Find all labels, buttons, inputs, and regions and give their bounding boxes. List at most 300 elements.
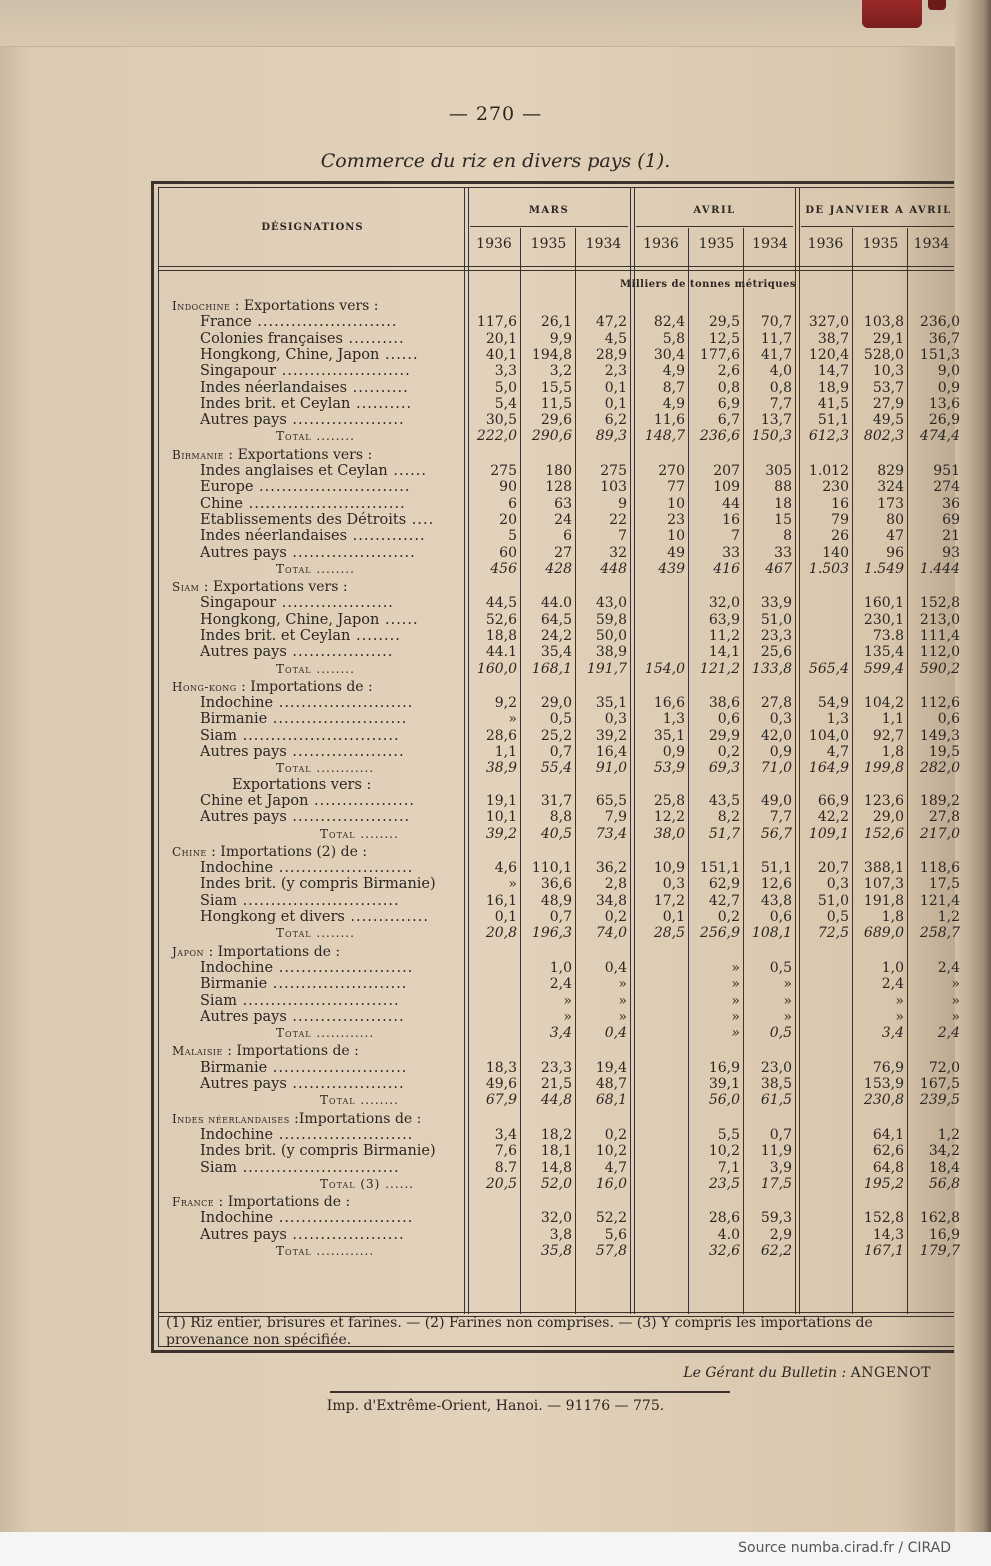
total-label xyxy=(320,1176,414,1192)
leader-dots: .................... xyxy=(286,1009,405,1025)
cell-value: 1,8 xyxy=(881,909,904,925)
cell-value: 167,5 xyxy=(919,1076,960,1092)
cell-value: 196,3 xyxy=(531,925,572,941)
section-heading xyxy=(172,679,373,695)
cell-value: 2,4 xyxy=(937,960,960,976)
cell-value: 32 xyxy=(609,545,627,561)
row-label xyxy=(200,314,398,330)
cell-value: 33 xyxy=(774,545,792,561)
cell-value: 16,9 xyxy=(928,1227,960,1243)
cell-value: 0,5 xyxy=(769,960,792,976)
cell-value: 3,4 xyxy=(494,1127,517,1143)
row-label xyxy=(200,644,393,660)
group-header-mars: MARS xyxy=(528,205,570,216)
cell-value: 135,4 xyxy=(863,644,904,660)
cell-value: 108,1 xyxy=(751,925,792,941)
cell-value: 91,0 xyxy=(595,760,627,776)
cell-value: » xyxy=(951,993,960,1009)
cell-value: » xyxy=(951,1009,960,1025)
section-heading xyxy=(172,1111,421,1127)
cell-value: 73.8 xyxy=(872,628,904,644)
section-heading xyxy=(172,447,372,463)
cell-value: 29,5 xyxy=(708,314,740,330)
row-label-text: Autres pays xyxy=(200,1076,287,1092)
cell-value: 39,2 xyxy=(485,826,517,842)
cell-value: 0,8 xyxy=(717,380,740,396)
cell-value: 5 xyxy=(508,528,517,544)
leader-dots: ............ xyxy=(311,1026,375,1040)
cell-value: 14,3 xyxy=(872,1227,904,1243)
cell-value: 20,5 xyxy=(485,1176,517,1192)
country-name: Chine xyxy=(172,845,207,859)
column-divider xyxy=(852,228,853,1314)
cell-value: 802,3 xyxy=(863,428,904,444)
leader-dots: ......................... xyxy=(251,314,398,330)
cell-value: 0,2 xyxy=(604,909,627,925)
cell-value: 41,7 xyxy=(760,347,792,363)
leader-dots: ........................ xyxy=(273,1210,414,1226)
cell-value: 4,7 xyxy=(826,744,849,760)
cell-value: » xyxy=(895,1009,904,1025)
cell-value: 0,2 xyxy=(717,744,740,760)
cell-value: 7,6 xyxy=(494,1143,517,1159)
row-label-text: Autres pays xyxy=(200,809,287,825)
row-label-text: Autres pays xyxy=(200,545,287,561)
cell-value: 20,7 xyxy=(817,860,849,876)
row-label xyxy=(200,545,416,561)
cell-value: 1.549 xyxy=(863,561,904,577)
cell-value: 207 xyxy=(713,463,740,479)
cell-value: 104,0 xyxy=(808,728,849,744)
header-bottom-rule xyxy=(158,266,954,271)
cell-value: 19,5 xyxy=(928,744,960,760)
cell-value: 92,7 xyxy=(872,728,904,744)
cell-value: 167,1 xyxy=(863,1243,904,1259)
row-label xyxy=(200,960,413,976)
row-label-text: Birmanie xyxy=(200,711,268,727)
cell-value: 152,8 xyxy=(863,1210,904,1226)
cell-value: 2,4 xyxy=(937,1025,960,1041)
cell-value: 49,6 xyxy=(485,1076,517,1092)
leader-dots: ........ xyxy=(355,1093,399,1107)
cell-value: 35,8 xyxy=(540,1243,572,1259)
cell-value: 0,2 xyxy=(717,909,740,925)
cell-value: » xyxy=(783,976,792,992)
cell-value: 222,0 xyxy=(476,428,517,444)
cell-value: 11,9 xyxy=(760,1143,792,1159)
cell-value: » xyxy=(951,976,960,992)
leader-dots: ........ xyxy=(311,562,355,576)
cell-value: 829 xyxy=(877,463,904,479)
cell-value: 565,4 xyxy=(808,661,849,677)
row-label xyxy=(200,463,427,479)
row-label-text: Autres pays xyxy=(200,1227,287,1243)
unit-label: Milliers de tonnes métriques xyxy=(620,279,797,290)
cell-value: 38,7 xyxy=(817,331,849,347)
cell-value: 230 xyxy=(822,479,849,495)
row-label-text: Total xyxy=(276,662,312,676)
signature xyxy=(683,1365,931,1381)
cell-value: 189,2 xyxy=(919,793,960,809)
cell-value: 30,5 xyxy=(485,412,517,428)
cell-value: 1,0 xyxy=(549,960,572,976)
cell-value: 64,8 xyxy=(872,1160,904,1176)
cell-value: 55,4 xyxy=(540,760,572,776)
cell-value: 18,9 xyxy=(817,380,849,396)
cell-value: 152,8 xyxy=(919,595,960,611)
cell-value: 68,1 xyxy=(595,1092,627,1108)
cell-value: 2,4 xyxy=(881,976,904,992)
cell-value: 24 xyxy=(554,512,572,528)
leader-dots: ........................ xyxy=(273,695,414,711)
cell-value: 109,1 xyxy=(808,826,849,842)
cell-value: 22 xyxy=(609,512,627,528)
cell-value: 67,9 xyxy=(485,1092,517,1108)
leader-dots: ........................ xyxy=(273,960,414,976)
country-name: France xyxy=(172,1195,215,1209)
cell-value: 51,1 xyxy=(760,860,792,876)
cell-value: 11,7 xyxy=(760,331,792,347)
cell-value: 274 xyxy=(933,479,960,495)
leader-dots: ........................ xyxy=(273,860,414,876)
row-label-text: Singapour xyxy=(200,363,277,379)
cell-value: 74,0 xyxy=(595,925,627,941)
cell-value: 5,8 xyxy=(662,331,685,347)
cell-value: 64,5 xyxy=(540,612,572,628)
row-label-text: Hongkong et divers xyxy=(200,909,345,925)
leader-dots: ...... xyxy=(380,1177,415,1191)
row-label xyxy=(200,1060,407,1076)
cell-value: 0,3 xyxy=(769,711,792,727)
row-label xyxy=(200,1076,405,1092)
cell-value: 23,0 xyxy=(760,1060,792,1076)
cell-value: 6,2 xyxy=(604,412,627,428)
cell-value: 96 xyxy=(886,545,904,561)
cell-value: 72,0 xyxy=(928,1060,960,1076)
cell-value: 40,1 xyxy=(485,347,517,363)
cell-value: 230,8 xyxy=(863,1092,904,1108)
cell-value: 35,4 xyxy=(540,644,572,660)
cell-value: 0,1 xyxy=(604,396,627,412)
cell-value: 11,6 xyxy=(653,412,685,428)
cell-value: 62,2 xyxy=(760,1243,792,1259)
page-number: — 270 — xyxy=(448,103,543,125)
cell-value: 18,3 xyxy=(485,1060,517,1076)
cell-value: 80 xyxy=(886,512,904,528)
section-heading-text: : Exportations vers : xyxy=(230,298,379,314)
total-label xyxy=(276,760,374,776)
cell-value: 2,9 xyxy=(769,1227,792,1243)
cell-value: 7,7 xyxy=(769,396,792,412)
cell-value: 32,0 xyxy=(708,595,740,611)
row-label xyxy=(200,711,407,727)
cell-value: 25,8 xyxy=(653,793,685,809)
row-label xyxy=(200,993,400,1009)
row-label-text: Total (3) xyxy=(320,1177,381,1191)
cell-value: 153,9 xyxy=(863,1076,904,1092)
row-label xyxy=(200,876,436,892)
cell-value: » xyxy=(731,976,740,992)
total-label xyxy=(276,561,355,577)
cell-value: 194,8 xyxy=(531,347,572,363)
group-header-avril: AVRIL xyxy=(693,205,736,216)
cell-value: 93 xyxy=(942,545,960,561)
cell-value: 10,3 xyxy=(872,363,904,379)
cell-value: 275 xyxy=(490,463,517,479)
cell-value: 20,8 xyxy=(485,925,517,941)
row-label xyxy=(200,512,434,528)
leader-dots: ..................... xyxy=(286,809,411,825)
leader-dots: .................... xyxy=(286,1227,405,1243)
cell-value: 27,8 xyxy=(760,695,792,711)
cell-value: 121,4 xyxy=(919,893,960,909)
cell-value: 256,9 xyxy=(699,925,740,941)
section-heading-text: : Importations de : xyxy=(222,1043,359,1059)
cell-value: 27,8 xyxy=(928,809,960,825)
row-label-text: Indochine xyxy=(200,860,274,876)
cell-value: 18,8 xyxy=(485,628,517,644)
cell-value: 62,6 xyxy=(872,1143,904,1159)
cell-value: 0,3 xyxy=(826,876,849,892)
cell-value: 120,4 xyxy=(808,347,849,363)
cell-value: 528,0 xyxy=(863,347,904,363)
row-label xyxy=(200,1009,405,1025)
cell-value: 26,1 xyxy=(540,314,572,330)
cell-value: 90 xyxy=(499,479,517,495)
cell-value: » xyxy=(618,1009,627,1025)
row-label-text: Indes néerlandaises xyxy=(200,528,348,544)
row-label xyxy=(200,1143,436,1159)
leader-dots: ........ xyxy=(355,827,399,841)
cell-value: 18,4 xyxy=(928,1160,960,1176)
country-name: Hong-kong xyxy=(172,680,237,694)
cell-value: 43,8 xyxy=(760,893,792,909)
cell-value: » xyxy=(731,960,740,976)
column-divider xyxy=(688,228,689,1314)
printer-line: Imp. d'Extrême-Orient, Hanoi. — 91176 — 775. xyxy=(326,1398,665,1414)
leader-dots: .................... xyxy=(286,1076,405,1092)
row-label-text: Hongkong, Chine, Japon xyxy=(200,612,380,628)
cell-value: 0,7 xyxy=(769,1127,792,1143)
row-label-text: Siam xyxy=(200,1160,237,1176)
cell-value: 327,0 xyxy=(808,314,849,330)
row-label-text: Indes néerlandaises xyxy=(200,380,348,396)
cell-value: 76,9 xyxy=(872,1060,904,1076)
designations-header: DÉSIGNATIONS xyxy=(261,222,364,233)
row-label xyxy=(200,479,411,495)
book-top-edge xyxy=(0,0,991,47)
leader-dots: ........................ xyxy=(267,976,408,992)
source-credit: Source numba.cirad.fr / CIRAD xyxy=(738,1540,951,1556)
cell-value: 689,0 xyxy=(863,925,904,941)
column-divider xyxy=(575,228,576,1314)
cell-value: 44 xyxy=(722,496,740,512)
cell-value: 43,5 xyxy=(708,793,740,809)
cell-value: 47,2 xyxy=(595,314,627,330)
cell-value: 62,9 xyxy=(708,876,740,892)
row-label-text: Birmanie xyxy=(200,1060,268,1076)
cell-value: 2,4 xyxy=(549,976,572,992)
cell-value: 1,1 xyxy=(494,744,517,760)
cell-value: 168,1 xyxy=(531,661,572,677)
cell-value: 47 xyxy=(886,528,904,544)
cell-value: 1,1 xyxy=(881,711,904,727)
total-label xyxy=(276,1243,374,1259)
row-label xyxy=(200,331,405,347)
cell-value: 44,5 xyxy=(485,595,517,611)
cell-value: 3,4 xyxy=(549,1025,572,1041)
leader-dots: ...................... xyxy=(286,545,416,561)
cell-value: 103 xyxy=(600,479,627,495)
cell-value: 13,6 xyxy=(928,396,960,412)
cell-value: 1.444 xyxy=(919,561,960,577)
cell-value: 15 xyxy=(774,512,792,528)
section-heading-text: :Importations de : xyxy=(289,1111,422,1127)
cell-value: 109 xyxy=(713,479,740,495)
cell-value: 28,5 xyxy=(653,925,685,941)
cell-value: 77 xyxy=(667,479,685,495)
row-label-text: Birmanie xyxy=(200,976,268,992)
separator-rule xyxy=(330,1391,730,1393)
section-heading xyxy=(172,944,340,960)
cell-value: 448 xyxy=(600,561,627,577)
cell-value: 28,9 xyxy=(595,347,627,363)
group-underline-mars xyxy=(470,226,628,227)
section-heading-text: : Importations de : xyxy=(236,679,373,695)
row-label-text: Autres pays xyxy=(200,1009,287,1025)
leader-dots: ....................... xyxy=(276,363,411,379)
cell-value: » xyxy=(618,993,627,1009)
row-label-text: Indes brit. et Ceylan xyxy=(200,628,351,644)
cell-value: 467 xyxy=(765,561,792,577)
cell-value: 0,5 xyxy=(549,711,572,727)
leader-dots: .... xyxy=(406,512,435,528)
row-label xyxy=(200,496,406,512)
row-label xyxy=(200,1210,413,1226)
cell-value: 36 xyxy=(942,496,960,512)
cell-value: 52,2 xyxy=(595,1210,627,1226)
cell-value: 0,6 xyxy=(937,711,960,727)
section-heading-text: : Importations de : xyxy=(204,944,341,960)
cell-value: 258,7 xyxy=(919,925,960,941)
leader-dots: .................. xyxy=(308,793,416,809)
cell-value: 20 xyxy=(499,512,517,528)
cell-value: 8 xyxy=(783,528,792,544)
cell-value: 19,1 xyxy=(485,793,517,809)
cell-value: 3,9 xyxy=(769,1160,792,1176)
year-header: 1936 xyxy=(476,236,512,252)
section-heading xyxy=(172,1043,359,1059)
row-label xyxy=(200,860,413,876)
cell-value: 7,1 xyxy=(717,1160,740,1176)
row-label xyxy=(200,1160,400,1176)
row-label-text: Total xyxy=(276,1244,312,1258)
year-header: 1934 xyxy=(585,236,622,252)
cell-value: 0,3 xyxy=(662,876,685,892)
cell-value: » xyxy=(731,1009,740,1025)
cell-value: 51,1 xyxy=(817,412,849,428)
row-label xyxy=(200,976,407,992)
row-label-text: Total xyxy=(320,1093,356,1107)
year-header: 1934 xyxy=(752,236,788,252)
cell-value: 5,0 xyxy=(494,380,517,396)
cell-value: 16,4 xyxy=(595,744,627,760)
cell-value: 0,9 xyxy=(937,380,960,396)
cell-value: 17,2 xyxy=(653,893,685,909)
cell-value: 61,5 xyxy=(760,1092,792,1108)
cell-value: 180 xyxy=(545,463,572,479)
cell-value: 148,7 xyxy=(644,428,685,444)
leader-dots: ...... xyxy=(379,612,419,628)
cell-value: 29,9 xyxy=(708,728,740,744)
cell-value: 2,8 xyxy=(604,876,627,892)
cell-value: 53,9 xyxy=(653,760,685,776)
cell-value: 4,9 xyxy=(662,363,685,379)
cell-value: 199,8 xyxy=(863,760,904,776)
cell-value: 53,7 xyxy=(872,380,904,396)
cell-value: 1.503 xyxy=(808,561,849,577)
row-label-text: Etablissements des Détroits xyxy=(200,512,407,528)
cell-value: 388,1 xyxy=(863,860,904,876)
row-label xyxy=(200,1227,405,1243)
row-label xyxy=(200,612,419,628)
row-label-text: Indes anglaises et Ceylan xyxy=(200,463,388,479)
cell-value: 9,0 xyxy=(937,363,960,379)
cell-value: 4,0 xyxy=(769,363,792,379)
cell-value: 16,6 xyxy=(653,695,685,711)
cell-value: 0,8 xyxy=(769,380,792,396)
cell-value: 56,0 xyxy=(708,1092,740,1108)
row-label-text: Total xyxy=(320,827,356,841)
cell-value: 59,3 xyxy=(760,1210,792,1226)
cell-value: » xyxy=(895,993,904,1009)
cell-value: 0,6 xyxy=(769,909,792,925)
column-divider xyxy=(907,228,908,1314)
group-header-jan-avril: DE JANVIER A AVRIL xyxy=(805,205,952,216)
cell-value: 160,1 xyxy=(863,595,904,611)
footnote: (1) Riz entier, brisures et farines. — (2) Farines non comprises. — (3) Y compris les importations de provenance non spécifiée. xyxy=(166,1315,873,1348)
row-label xyxy=(200,412,405,428)
cell-value: 48,9 xyxy=(540,893,572,909)
cell-value: 6 xyxy=(508,496,517,512)
cell-value: 2,3 xyxy=(604,363,627,379)
cell-value: 20,1 xyxy=(485,331,517,347)
cell-value: 39,2 xyxy=(595,728,627,744)
row-label-text: Siam xyxy=(200,993,237,1009)
cell-value: 10,9 xyxy=(653,860,685,876)
leader-dots: .................... xyxy=(276,595,394,611)
row-label-text: France xyxy=(200,314,252,330)
cell-value: 33 xyxy=(722,545,740,561)
cell-value: 3,3 xyxy=(494,363,517,379)
cell-value: 13,7 xyxy=(760,412,792,428)
cell-value: 25,6 xyxy=(760,644,792,660)
section-heading-text: : Exportations vers : xyxy=(199,579,348,595)
row-label-text: Indochine xyxy=(200,960,274,976)
cell-value: 1,2 xyxy=(937,1127,960,1143)
row-label-text: Siam xyxy=(200,893,237,909)
row-label-text: Indochine xyxy=(200,1210,274,1226)
cell-value: 38,5 xyxy=(760,1076,792,1092)
cell-value: 88 xyxy=(774,479,792,495)
cell-value: 51,7 xyxy=(708,826,740,842)
cell-value: 951 xyxy=(933,463,960,479)
cell-value: 60 xyxy=(499,545,517,561)
cell-value: 40,5 xyxy=(540,826,572,842)
cell-value: 1,2 xyxy=(937,909,960,925)
row-label xyxy=(200,628,401,644)
cell-value: 8,7 xyxy=(662,380,685,396)
